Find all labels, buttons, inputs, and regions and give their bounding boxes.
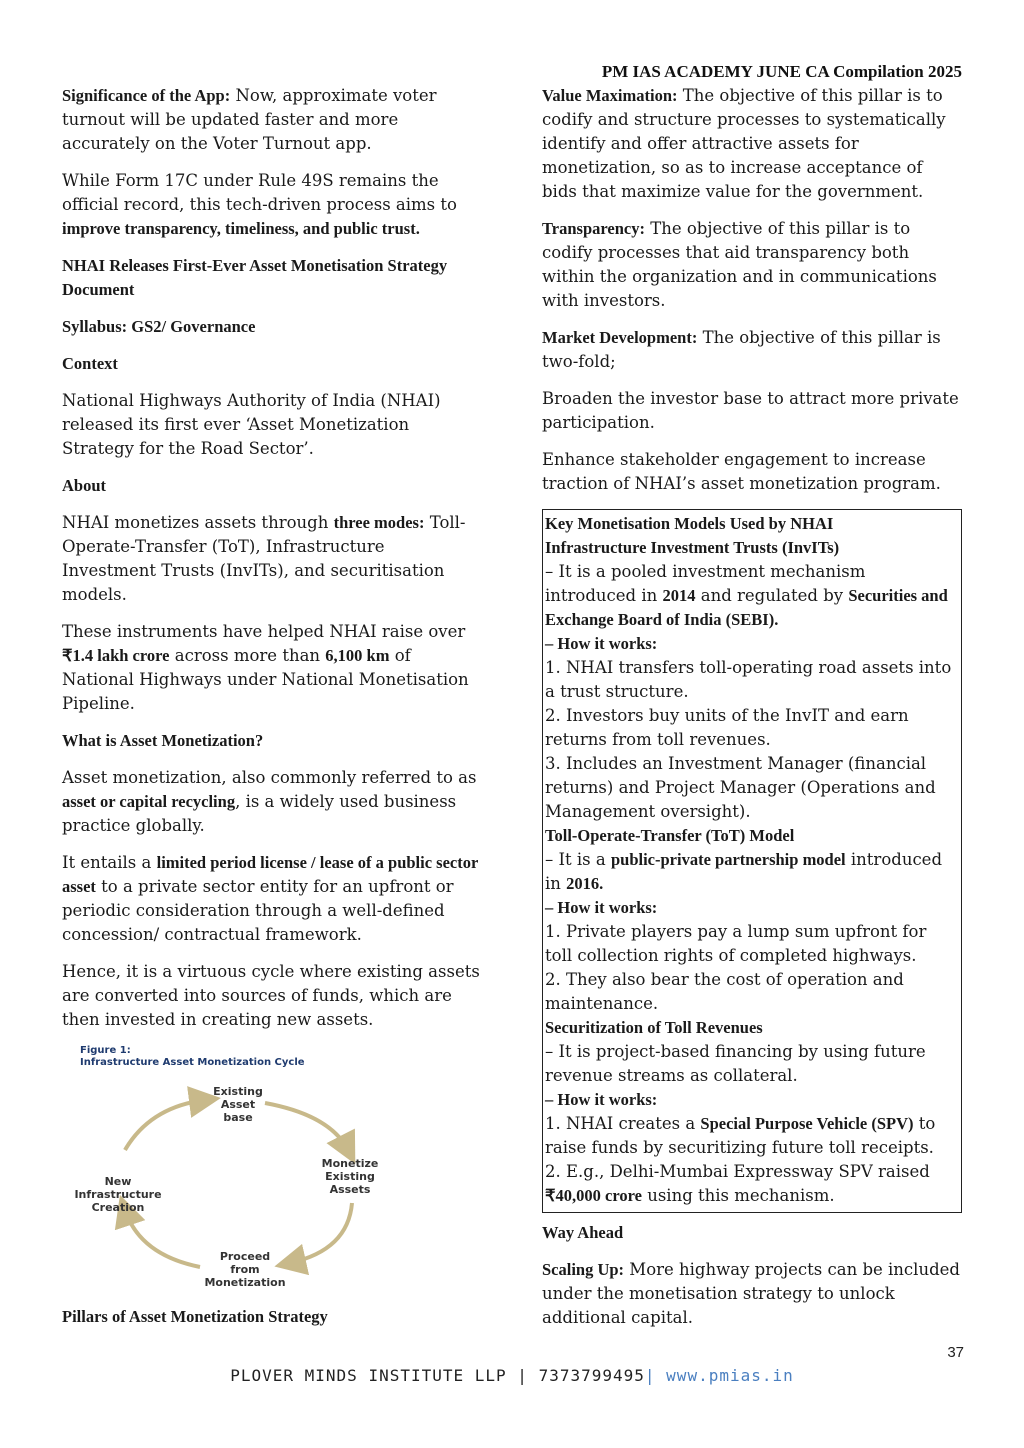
about-raise-amount: ₹1.4 lakh crore xyxy=(62,646,170,665)
scaling-up-text: More highway projects can be included under the monetisation strategy to unlock additional capital. xyxy=(542,1260,960,1327)
way-ahead-heading: Way Ahead xyxy=(542,1223,624,1242)
app-significance-paragraph xyxy=(62,84,482,156)
node-new-infrastructure-creation: New Infrastructure Creation xyxy=(74,1175,162,1214)
arrow-proceeds-to-new xyxy=(125,1210,200,1267)
box-heading: Key Monetisation Models Used by NHAI xyxy=(545,514,834,533)
market-dev-label: Market Development: xyxy=(542,328,698,347)
tot-desc-t1: – It is a xyxy=(545,850,611,869)
context-heading: Context xyxy=(62,354,118,373)
invit-regulator: Securities and Exchange Board of India (SEBI). xyxy=(545,586,948,629)
market-dev-text: The objective of this pillar is two-fold; xyxy=(542,328,941,371)
monetisation-models-box xyxy=(542,509,962,1213)
value-max-label: Value Maximation: xyxy=(542,86,678,105)
arrow-new-to-existing xyxy=(125,1100,205,1150)
broaden-paragraph: Broaden the investor base to attract more private participation. xyxy=(542,389,959,432)
securitization-heading: Securitization of Toll Revenues xyxy=(545,1018,763,1037)
about-modes-paragraph xyxy=(62,511,482,607)
about-heading: About xyxy=(62,476,107,495)
invit-heading: Infrastructure Investment Trusts (InvITs) xyxy=(545,538,840,557)
what-is-heading: What is Asset Monetization? xyxy=(62,731,264,750)
about-modes-text: NHAI monetizes assets through xyxy=(62,513,334,532)
tot-year: 2016. xyxy=(566,874,604,893)
arrow-monetize-to-proceeds xyxy=(290,1203,352,1263)
about-raise-km: 6,100 km xyxy=(325,646,390,665)
value-max-paragraph xyxy=(542,84,962,204)
page-number: 37 xyxy=(947,1344,964,1361)
node-existing-asset-base: Existing Asset base xyxy=(213,1085,263,1124)
securitization-step-2 xyxy=(545,1160,958,1208)
form17c-paragraph xyxy=(62,169,482,241)
tot-description xyxy=(545,848,958,896)
sec-step2-t1: 2. E.g., Delhi-Mumbai Expressway SPV raised xyxy=(545,1162,930,1181)
footer-url-link[interactable]: www.pmias.in xyxy=(666,1366,794,1385)
tot-how-label: – How it works: xyxy=(545,898,658,917)
enhance-paragraph: Enhance stakeholder engagement to increase traction of NHAI’s asset monetization program. xyxy=(542,450,941,493)
app-significance-text: Now, approximate voter turnout will be updated faster and more accurately on the Voter Turnout app. xyxy=(62,86,437,153)
sec-step2-t2: using this mechanism. xyxy=(641,1186,835,1205)
node-proceed-from-monetization: Proceed from Monetization xyxy=(204,1250,286,1289)
tot-step-1: 1. Private players pay a lump sum upfront for toll collection rights of completed highways. xyxy=(545,922,927,965)
pillars-heading: Pillars of Asset Monetization Strategy xyxy=(62,1307,328,1326)
scaling-up-label: Scaling Up: xyxy=(542,1260,625,1279)
invit-step-2: 2. Investors buy units of the InvIT and earn returns from toll revenues. xyxy=(545,706,909,749)
footer-separator: | xyxy=(644,1366,667,1385)
invit-desc-t1: – It is a pooled investment mechanism introduced in xyxy=(545,562,866,605)
securitization-description: – It is project-based financing by using future revenue streams as collateral. xyxy=(545,1042,926,1085)
sec-spv: Special Purpose Vehicle (SPV) xyxy=(700,1114,914,1133)
node-monetize-existing-assets: Monetize Existing Assets xyxy=(321,1157,379,1196)
context-paragraph: National Highways Authority of India (NHAI) released its first ever ‘Asset Monetization Strategy for the Road Sector’. xyxy=(62,391,441,458)
footer-text: PLOVER MINDS INSTITUTE LLP | 7373799495 xyxy=(230,1366,645,1385)
what-is-para2-t1: It entails a xyxy=(62,853,157,872)
tot-heading: Toll-Operate-Transfer (ToT) Model xyxy=(545,826,795,845)
monetization-cycle-figure xyxy=(74,1045,380,1295)
value-max-text: The objective of this pillar is to codify and structure processes to systematically identify and offer attractive assets for monetization, so as to increase acceptance of bids that maximize value for the government. xyxy=(542,86,946,201)
securitization-how-label: – How it works: xyxy=(545,1090,658,1109)
what-is-para2 xyxy=(62,851,482,947)
invit-how-label: – How it works: xyxy=(545,634,658,653)
tot-step-2: 2. They also bear the cost of operation and maintenance. xyxy=(545,970,904,1013)
app-significance-label: Significance of the App: xyxy=(62,86,231,105)
what-is-para2-bold: limited period license / lease of a public sector asset xyxy=(62,853,479,896)
arrow-existing-to-monetize xyxy=(265,1103,348,1150)
invit-step-1: 1. NHAI transfers toll-operating road assets into a trust structure. xyxy=(545,658,952,701)
about-raise-t3: of National Highways under National Monetisation Pipeline. xyxy=(62,646,469,713)
form17c-text: While Form 17C under Rule 49S remains the official record, this tech-driven process aims to xyxy=(62,171,457,214)
what-is-para2-t2: to a private sector entity for an upfront or periodic consideration through a well-defined concession/ contractual framework. xyxy=(62,877,454,944)
right-column xyxy=(542,84,962,1343)
market-dev-paragraph xyxy=(542,326,962,374)
what-is-para1-bold: asset or capital recycling xyxy=(62,792,236,811)
tot-ppp: public-private partnership model xyxy=(610,850,846,869)
scaling-up-paragraph xyxy=(542,1258,962,1330)
securitization-step-1 xyxy=(545,1112,958,1160)
transparency-paragraph xyxy=(542,217,962,313)
what-is-para1 xyxy=(62,766,482,838)
about-modes-bold: three modes: xyxy=(333,513,425,532)
about-raise-paragraph xyxy=(62,620,482,716)
left-column xyxy=(62,84,482,1342)
sec-step1-t1: 1. NHAI creates a xyxy=(545,1114,701,1133)
invit-step-3: 3. Includes an Investment Manager (financial returns) and Project Manager (Operations and Management oversight). xyxy=(545,754,936,821)
transparency-text: The objective of this pillar is to codify processes that aid transparency both within the organization and in communications with investors. xyxy=(542,219,937,310)
page-footer xyxy=(0,1366,1024,1385)
about-raise-t2: across more than xyxy=(169,646,326,665)
about-modes-rest: Toll-Operate-Transfer (ToT), Infrastructure Investment Trusts (InvITs), and securitisation models. xyxy=(62,513,466,604)
tot-desc-t2: introduced in xyxy=(545,850,943,893)
about-raise-t1: These instruments have helped NHAI raise over xyxy=(62,622,466,641)
figure-number: Figure 1: xyxy=(80,1045,131,1056)
section-heading-nhai: NHAI Releases First-Ever Asset Monetisation Strategy Document xyxy=(62,256,448,299)
transparency-label: Transparency: xyxy=(542,219,645,238)
invit-desc-t2: and regulated by xyxy=(695,586,849,605)
what-is-para1-t2: , is a widely used business practice globally. xyxy=(62,792,457,835)
form17c-bold: improve transparency, timeliness, and public trust. xyxy=(62,219,420,238)
sec-amount: ₹40,000 crore xyxy=(545,1186,642,1205)
page-header-title: PM IAS ACADEMY JUNE CA Compilation 2025 xyxy=(601,62,962,81)
what-is-para3: Hence, it is a virtuous cycle where existing assets are converted into sources of funds, which are then invested in creating new assets. xyxy=(62,962,480,1029)
syllabus-label: Syllabus: GS2/ Governance xyxy=(62,317,256,336)
sec-step1-t2: to raise funds by securitizing future toll receipts. xyxy=(545,1114,936,1157)
invit-description xyxy=(545,560,958,632)
figure-title: Infrastructure Asset Monetization Cycle xyxy=(80,1057,305,1068)
what-is-para1-t1: Asset monetization, also commonly referred to as xyxy=(62,768,477,787)
invit-year: 2014 xyxy=(662,586,696,605)
